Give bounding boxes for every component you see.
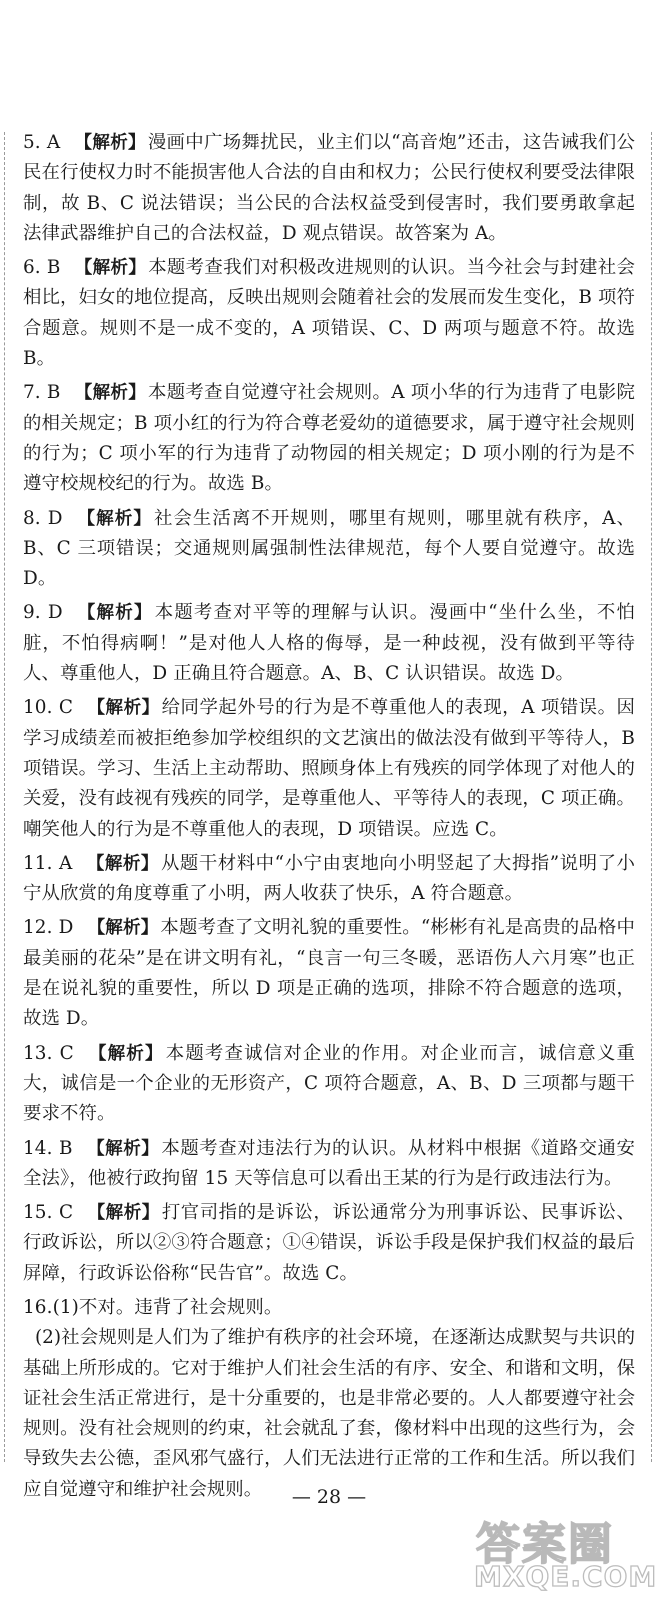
analysis-tag: 【解析】: [86, 1138, 160, 1159]
answer-11: [23, 849, 635, 910]
answer-number: 14. B: [23, 1137, 73, 1159]
answer-text: 本题考查自觉遵守社会规则。A 项小华的行为违背了电影院的相关规定；B 项小红的行为符合尊老爱幼的道德要求，属于遵守社会规则的行为；C 项小军的行为违背了动物园的相关规定；D 项小刚的行为是不遵守校规校纪的行为。故选 B。: [23, 382, 636, 495]
answer-number: 5. A: [23, 132, 61, 153]
answer-5: [23, 128, 635, 249]
analysis-tag: 【解析】: [76, 603, 153, 624]
answer-text: 本题考查对违法行为的认识。从材料中根据《道路交通安全法》，他被行政拘留 15 天等信息可以看出王某的行为是行政违法行为。: [23, 1137, 636, 1189]
answer-text: 漫画中广场舞扰民，业主们以“高音炮”还击，这告诫我们公民在行使权力时不能损害他人合法的自由和权力；公民行使权利要受法律限制，故 B、C 说法错误；当公民的合法权益受到侵害时，我们要勇敢拿起法律武器维护自己的合法权益，D 观点错误。故答案为 A。: [23, 132, 635, 244]
answer-7: [23, 378, 635, 499]
right-margin-rule: [651, 132, 652, 1462]
answer-text: 给同学起外号的行为是不尊重他人的表现，A 项错误。因学习成绩差而被拒绝参加学校组织的文艺演出的做法没有做到平等待人，B 项错误。学习、生活上主动帮助、照顾身体上有残疾的同学体现了对他人的关爱，没有歧视有残疾的同学，是尊重他人、平等待人的表现，C 项正确。嘲笑他人的行为是不尊重他人的表现，D 项错误。应选 C。: [23, 697, 635, 840]
answer-number: 10. C: [23, 697, 74, 719]
answer-15: [23, 1198, 635, 1289]
answer-text: 本题考查了文明礼貌的重要性。“彬彬有礼是高贵的品格中最美丽的花朵”是在讲文明有礼，“良言一句三冬暖，恶语伤人六月寒”也正是在说礼貌的重要性，所以 D 项是正确的选项，排除不符合题意的选项，故选 D。: [23, 917, 635, 1030]
answer-16-part-1: [23, 1293, 635, 1323]
analysis-tag: 【解析】: [87, 1043, 164, 1064]
answer-number: 12. D: [23, 917, 74, 939]
page-number: — 28 —: [291, 1486, 367, 1508]
answer-number: 6. B: [23, 257, 61, 279]
analysis-tag: 【解析】: [76, 508, 152, 529]
answer-text: 社会生活离不开规则，哪里有规则，哪里就有秩序，A、B、C 三项错误；交通规则属强制性法律规范，每个人要自觉遵守。故选 D。: [23, 507, 635, 590]
answer-number: 16.: [23, 1296, 53, 1318]
answer-text: 本题考查对平等的理解与认识。漫画中“坐什么坐，不怕脏，不怕得病啊！”是对他人人格的侮辱，是一种歧视，没有做到平等待人、尊重他人，D 正确且符合题意。A、B、C 认识错误。故选 D。: [23, 602, 635, 685]
analysis-tag: 【解析】: [87, 1203, 160, 1224]
answer-text: 从题干材料中“小宁由衷地向小明竖起了大拇指”说明了小宁从欣赏的角度尊重了小明，两人收获了快乐，A 符合题意。: [23, 852, 636, 905]
answer-13: [23, 1039, 635, 1130]
watermark-logo: [470, 1508, 658, 1598]
answer-number: 13. C: [23, 1042, 74, 1064]
answer-list: [23, 128, 635, 1505]
answer-8: [23, 504, 635, 595]
answer-14: [23, 1134, 635, 1195]
answer-number: 9. D: [23, 602, 63, 624]
answer-number: 8. D: [23, 507, 63, 529]
analysis-tag: 【解析】: [87, 918, 159, 939]
analysis-tag: 【解析】: [74, 133, 146, 153]
answer-6: [23, 253, 635, 374]
answer-text: (1)不对。违背了社会规则。: [52, 1296, 283, 1318]
analysis-tag: 【解析】: [74, 258, 147, 279]
answer-text: 本题考查诚信对企业的作用。对企业而言，诚信意义重大，诚信是一个企业的无形资产，C 项符合题意，A、B、D 三项都与题干要求不符。: [23, 1042, 636, 1125]
analysis-tag: 【解析】: [87, 698, 160, 719]
answer-text: 打官司指的是诉讼，诉讼通常分为刑事诉讼、民事诉讼、行政诉讼，所以②③符合题意；①④错误，诉讼手段是保护我们权益的最后屏障，行政诉讼俗称“民告官”。故选 C。: [23, 1202, 635, 1284]
watermark-text-en: MXQE.COM: [474, 1560, 658, 1593]
answer-10: [23, 693, 635, 844]
analysis-tag: 【解析】: [74, 383, 147, 404]
answer-9: [23, 598, 635, 689]
left-margin-rule: [4, 132, 5, 1462]
answer-12: [23, 913, 635, 1034]
answer-number: 15. C: [23, 1202, 74, 1224]
answer-text: 本题考查我们对积极改进规则的认识。当今社会与封建社会相比，妇女的地位提高，反映出规则会随着社会的发展而发生变化，B 项符合题意。规则不是一成不变的，A 项错误、C、D 两项与题意不符。故选 B。: [23, 257, 636, 370]
answer-number: 11. A: [23, 852, 73, 874]
watermark-text-cn: 答案圈: [476, 1519, 614, 1570]
analysis-tag: 【解析】: [86, 853, 159, 874]
answer-16-part-2: (2)社会规则是人们为了维护有秩序的社会环境，在逐渐达成默契与共识的基础上所形成的。它对于维护人们社会生活的有序、安全、和谐和文明，保证社会生活正常进行，是十分重要的，也是非常必要的。人人都要遵守社会规则。没有社会规则的约束，社会就乱了套，像材料中出现的这些行为，会导致失去公德，歪风邪气盛行，人们无法进行正常的工作和生活。所以我们应自觉遵守和维护社会规则。: [23, 1327, 635, 1500]
answer-number: 7. B: [23, 382, 61, 404]
